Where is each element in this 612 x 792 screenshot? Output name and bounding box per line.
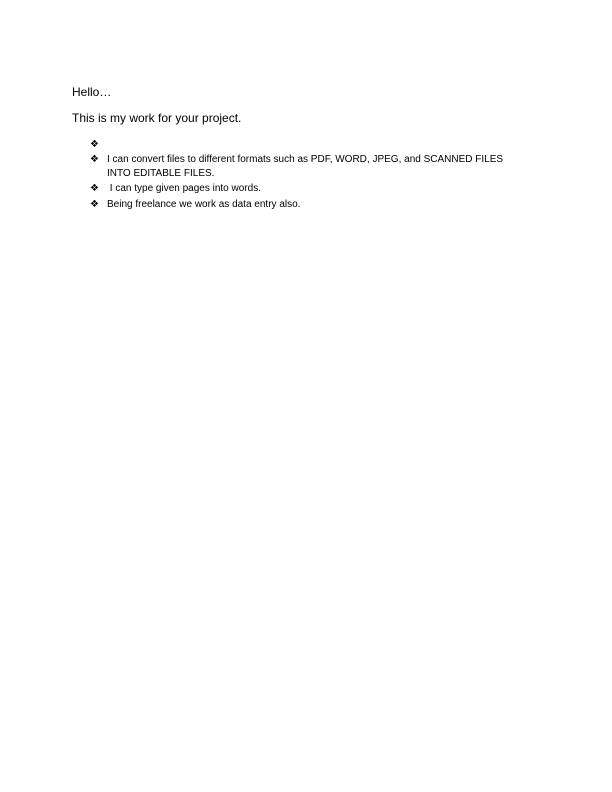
diamond-bullet-icon: ❖ [90, 183, 99, 194]
bullet-text: Being freelance we work as data entry also. [107, 199, 301, 210]
bullet-text: I can convert files to different formats such as PDF, WORD, JPEG, and SCANNED FILES INTO EDITABLE FILES. [107, 154, 504, 179]
diamond-bullet-icon: ❖ [90, 154, 99, 165]
intro-text: This is my work for your project. [72, 111, 242, 125]
greeting-text: Hello… [72, 85, 112, 99]
bullet-text: I can type given pages into words. [107, 183, 261, 194]
diamond-bullet-icon: ❖ [90, 199, 99, 210]
diamond-bullet-icon: ❖ [90, 139, 99, 150]
